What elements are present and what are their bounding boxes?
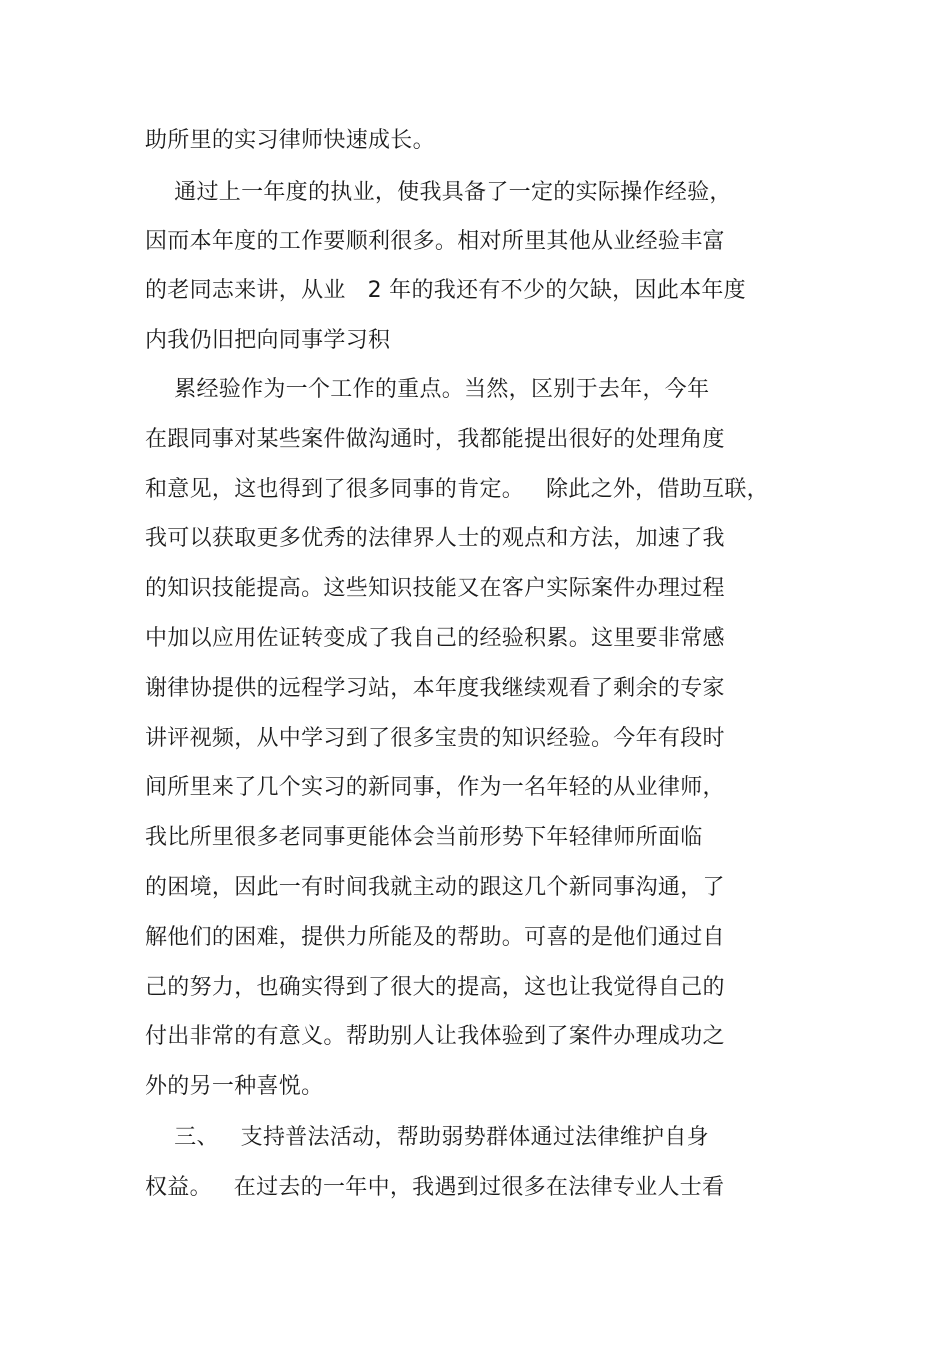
text-line: 中加以应用佐证转变成了我自己的经验积累。这里要非常感 (145, 626, 725, 651)
text-line: 的老同志来讲，从业 2 年的我还有不少的欠缺，因此本年度 (145, 278, 746, 303)
text-line: 解他们的困难，提供力所能及的帮助。可喜的是他们通过自 (145, 925, 725, 950)
text-line: 的知识技能提高。这些知识技能又在客户实际案件办理过程 (145, 576, 725, 601)
section-heading-line: 三、 支持普法活动，帮助弱势群体通过法律维护自身 (145, 1125, 709, 1150)
text-line: 在跟同事对某些案件做沟通时，我都能提出很好的处理角度 (145, 427, 725, 452)
text-line: 内我仍旧把向同事学习积 (145, 328, 391, 353)
text-line: 讲评视频，从中学习到了很多宝贵的知识经验。今年有段时 (145, 726, 725, 751)
text-line: 的困境，因此一有时间我就主动的跟这几个新同事沟通，了 (145, 875, 725, 900)
text-line: 我可以获取更多优秀的法律界人士的观点和方法，加速了我 (145, 526, 725, 551)
text-line: 因而本年度的工作要顺利很多。相对所里其他从业经验丰富 (145, 229, 725, 254)
text-line: 己的努力，也确实得到了很大的提高，这也让我觉得自己的 (145, 975, 725, 1000)
text-line: 我比所里很多老同事更能体会当前形势下年轻律师所面临 (145, 825, 703, 850)
text-line: 谢律协提供的远程学习站，本年度我继续观看了剩余的专家 (145, 676, 725, 701)
text-line: 助所里的实习律师快速成长。 (145, 128, 435, 153)
text-line: 间所里来了几个实习的新同事，作为一名年轻的从业律师， (145, 775, 725, 800)
text-line: 付出非常的有意义。帮助别人让我体验到了案件办理成功之 (145, 1024, 725, 1049)
text-line: 通过上一年度的执业，使我具备了一定的实际操作经验， (145, 180, 732, 205)
text-line: 累经验作为一个工作的重点。当然，区别于去年，今年 (145, 377, 710, 402)
text-line: 和意见，这也得到了很多同事的肯定。 除此之外，借助互联， (145, 477, 769, 502)
text-line: 外的另一种喜悦。 (145, 1074, 324, 1099)
text-line: 权益。 在过去的一年中，我遇到过很多在法律专业人士看 (145, 1175, 725, 1200)
